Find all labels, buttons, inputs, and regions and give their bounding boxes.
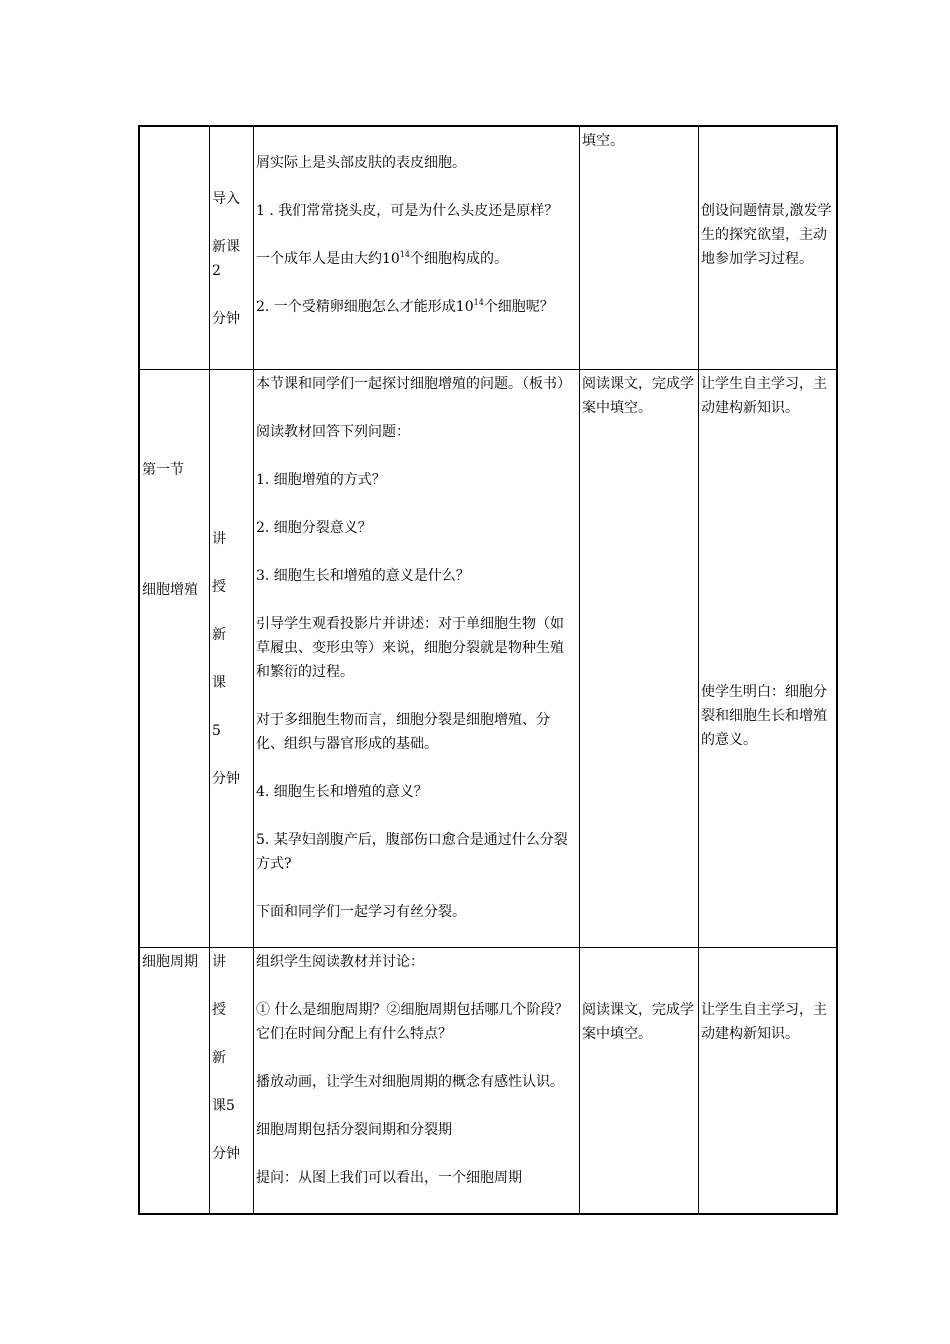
teacher-text: 提问：从图上我们可以看出，一个细胞周期 [256, 1170, 522, 1186]
row2-stage-cell [212, 527, 250, 791]
stage-text: 授 [212, 579, 226, 595]
lesson-plan-table [138, 125, 838, 1215]
section-title: 细胞周期 [142, 954, 198, 970]
design-intent: 让学生自主学习，主动建构新知识。 [701, 376, 827, 416]
row1-stage-cell [212, 187, 250, 331]
teacher-text: 下面和同学们一起学习有丝分裂。 [256, 904, 466, 920]
teacher-text: 引导学生观看投影片并讲述：对于单细胞生物（如草履虫、变形虫等）来说，细胞分裂就是物种生殖和繁衍的过程。 [256, 616, 564, 680]
teacher-text: 播放动画，让学生对细胞周期的概念有感性认识。 [256, 1074, 564, 1090]
row3-teacher-cell [256, 950, 576, 1190]
row3-student-cell [582, 998, 694, 1046]
teacher-question: 1 . 我们常常挠头皮，可是为什么头皮还是原样？ [256, 203, 559, 219]
row3-intent-cell [701, 998, 836, 1046]
stage-text: 2 [212, 263, 221, 279]
exponent: 14 [399, 250, 411, 259]
row1-student-cell [582, 129, 694, 153]
stage-text: 导入 [212, 191, 240, 207]
student-activity: 阅读课文，完成学案中填空。 [582, 1002, 694, 1042]
column-divider [253, 127, 254, 1213]
section-title: 细胞增殖 [142, 582, 198, 598]
stage-text: 新课 [212, 239, 240, 255]
teacher-question: 4. 细胞生长和增殖的意义？ [256, 784, 428, 800]
stage-text: 5 [212, 723, 221, 739]
design-intent: 创设问题情景,激发学生的探究欲望，主动地参加学习过程。 [701, 203, 832, 267]
section-title: 第一节 [142, 462, 184, 478]
teacher-text: 阅读教材回答下列问题： [256, 424, 410, 440]
row2-student-cell [582, 372, 694, 420]
teacher-question: 2. 一个受精卵细胞怎么才能形成$10^{14}$个细胞呢？ [256, 298, 554, 315]
row2-intent-cell-2 [701, 680, 836, 752]
row3-stage-cell [212, 950, 250, 1166]
stage-text: 讲 [212, 954, 226, 970]
row2-section-cell [142, 458, 208, 602]
teacher-question: ① 什么是细胞周期？②细胞周期包括哪几个阶段？它们在时间分配上有什么特点？ [256, 1002, 569, 1042]
stage-text: 新 [212, 627, 226, 643]
teacher-question: 2. 细胞分裂意义？ [256, 520, 372, 536]
teacher-text: 细胞周期包括分裂间期和分裂期 [256, 1122, 452, 1138]
column-divider [698, 127, 699, 1213]
teacher-question: 1. 细胞增殖的方式？ [256, 472, 386, 488]
student-activity: 阅读课文，完成学案中填空。 [582, 376, 694, 416]
row1-intent-cell [701, 199, 836, 271]
row-divider [140, 947, 836, 948]
stage-text: 新 [212, 1050, 226, 1066]
teacher-text: 对于多细胞生物而言，细胞分裂是细胞增殖、分化、组织与器官形成的基础。 [256, 712, 550, 752]
exponent: 14 [473, 298, 484, 307]
row2-intent-cell [701, 372, 836, 420]
row-divider [140, 369, 836, 370]
teacher-text: 本节课和同学们一起探讨细胞增殖的问题。（板书） [256, 376, 571, 392]
teacher-text: 屑实际上是头部皮肤的表皮细胞。 [256, 155, 466, 171]
stage-text: 分钟 [212, 1146, 240, 1162]
stage-text: 课5 [212, 1098, 235, 1114]
design-intent: 使学生明白：细胞分裂和细胞生长和增殖的意义。 [701, 684, 827, 748]
row2-teacher-cell [256, 372, 576, 924]
stage-text: 分钟 [212, 771, 240, 787]
stage-text: 授 [212, 1002, 226, 1018]
teacher-text: 组织学生阅读教材并讨论： [256, 954, 424, 970]
teacher-question: 5. 某孕妇剖腹产后，腹部伤口愈合是通过什么分裂方式? [256, 832, 568, 872]
row3-section-cell [142, 950, 208, 974]
student-activity: 填空。 [582, 133, 624, 149]
design-intent: 让学生自主学习，主动建构新知识。 [701, 1002, 827, 1042]
column-divider [209, 127, 210, 1213]
stage-text: 分钟 [212, 311, 240, 327]
teacher-question: 3. 细胞生长和增殖的意义是什么？ [256, 568, 470, 584]
stage-text: 课 [212, 675, 226, 691]
stage-text: 讲 [212, 531, 226, 547]
row1-teacher-cell [256, 151, 576, 319]
teacher-fact: 一个成年人是由大约$10^{14}$个细胞构成的。 [256, 250, 509, 267]
column-divider [579, 127, 580, 1213]
